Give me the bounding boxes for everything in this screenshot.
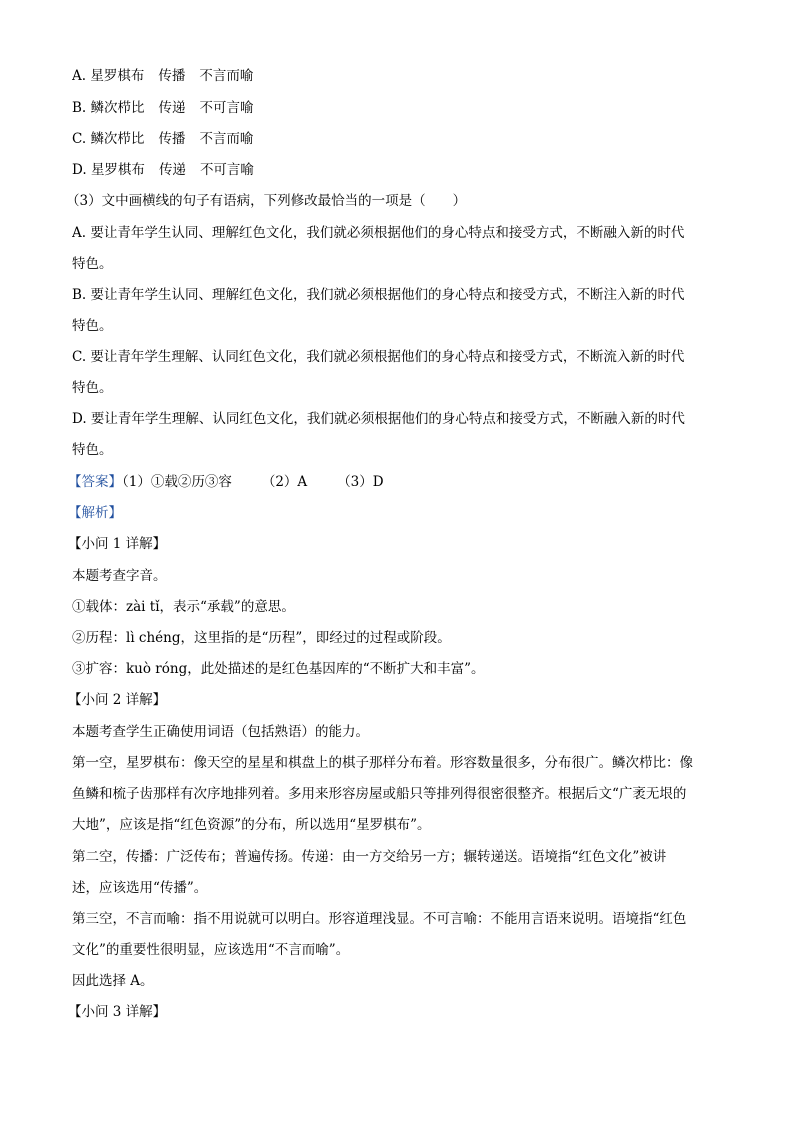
sub2-line-2: 鱼鳞和梳子齿那样有次序地排列着。多用来形容房屋或船只等排列得很密很整齐。根据后文“广袤无垠的 <box>72 786 687 802</box>
sub2-heading: 【小问 2 详解】 <box>68 692 167 708</box>
option-q3-c-line2: 特色。 <box>72 380 113 396</box>
sub3-heading: 【小问 3 详解】 <box>68 1004 167 1020</box>
sub2-line-3: 大地”，应该是指“红色资源”的分布，所以选用“星罗棋布”。 <box>72 817 431 833</box>
sub2-line-1: 第一空，星罗棋布：像天空的星星和棋盘上的棋子那样分布着。形容数量很多，分布很广。鳞次栉比：像 <box>72 755 693 771</box>
answer-3: （3）D <box>337 474 384 490</box>
option-q3-c-line1: C. 要让青年学生理解、认同红色文化，我们就必须根据他们的身心特点和接受方式，不断流入新的时代 <box>72 349 685 365</box>
sub1-item-2: ②历程：lì chéng，这里指的是“历程”，即经过的过程或阶段。 <box>72 630 451 646</box>
sub1-intro: 本题考查字音。 <box>72 568 167 584</box>
answer-1: （1）①载②历③容 <box>122 474 232 490</box>
sub2-line-8: 因此选择 A。 <box>72 973 154 989</box>
option-q3-a-line1: A. 要让青年学生认同、理解红色文化，我们就必须根据他们的身心特点和接受方式，不断融入新的时代 <box>72 225 685 241</box>
sub1-item-1: ①载体：zài tǐ，表示“承载”的意思。 <box>72 599 295 615</box>
sub2-line-4: 第二空，传播：广泛传布；普遍传扬。传递：由一方交给另一方；辗转递送。语境指“红色文化”被讲 <box>72 849 667 865</box>
option-q3-d-line1: D. 要让青年学生理解、认同红色文化，我们就必须根据他们的身心特点和接受方式，不断融入新的时代 <box>72 411 685 427</box>
answer-line <box>68 472 718 492</box>
sub1-heading: 【小问 1 详解】 <box>68 536 167 552</box>
option-q2-c: C. 鳞次栉比 传播 不言而喻 <box>72 131 254 147</box>
question-3-stem: （3）文中画横线的句子有语病，下列修改最恰当的一项是（ ） <box>66 193 467 209</box>
option-q3-b-line1: B. 要让青年学生认同、理解红色文化，我们就必须根据他们的身心特点和接受方式，不断注入新的时代 <box>72 287 685 303</box>
option-q2-d: D. 星罗棋布 传递 不可言喻 <box>72 162 254 178</box>
sub2-line-5: 述，应该选用“传播”。 <box>72 880 208 896</box>
option-q2-b: B. 鳞次栉比 传递 不可言喻 <box>72 100 254 116</box>
sub2-line-6: 第三空，不言而喻：指不用说就可以明白。形容道理浅显。不可言喻：不能用言语来说明。语境指“红色 <box>72 911 687 927</box>
option-q3-a-line2: 特色。 <box>72 256 113 272</box>
option-q3-b-line2: 特色。 <box>72 318 113 334</box>
answer-2: （2）A <box>261 474 308 490</box>
sub1-item-3: ③扩容：kuò róng，此处描述的是红色基因库的“不断扩大和丰富”。 <box>72 661 485 677</box>
sub2-line-7: 文化”的重要性很明显，应该选用“不言而喻”。 <box>72 942 350 958</box>
sub2-intro: 本题考查学生正确使用词语（包括熟语）的能力。 <box>72 724 369 740</box>
analysis-label: 【解析】 <box>68 505 122 521</box>
option-q3-d-line2: 特色。 <box>72 442 113 458</box>
answer-label: 【答案】 <box>68 474 122 490</box>
option-q2-a: A. 星罗棋布 传播 不言而喻 <box>72 68 254 84</box>
